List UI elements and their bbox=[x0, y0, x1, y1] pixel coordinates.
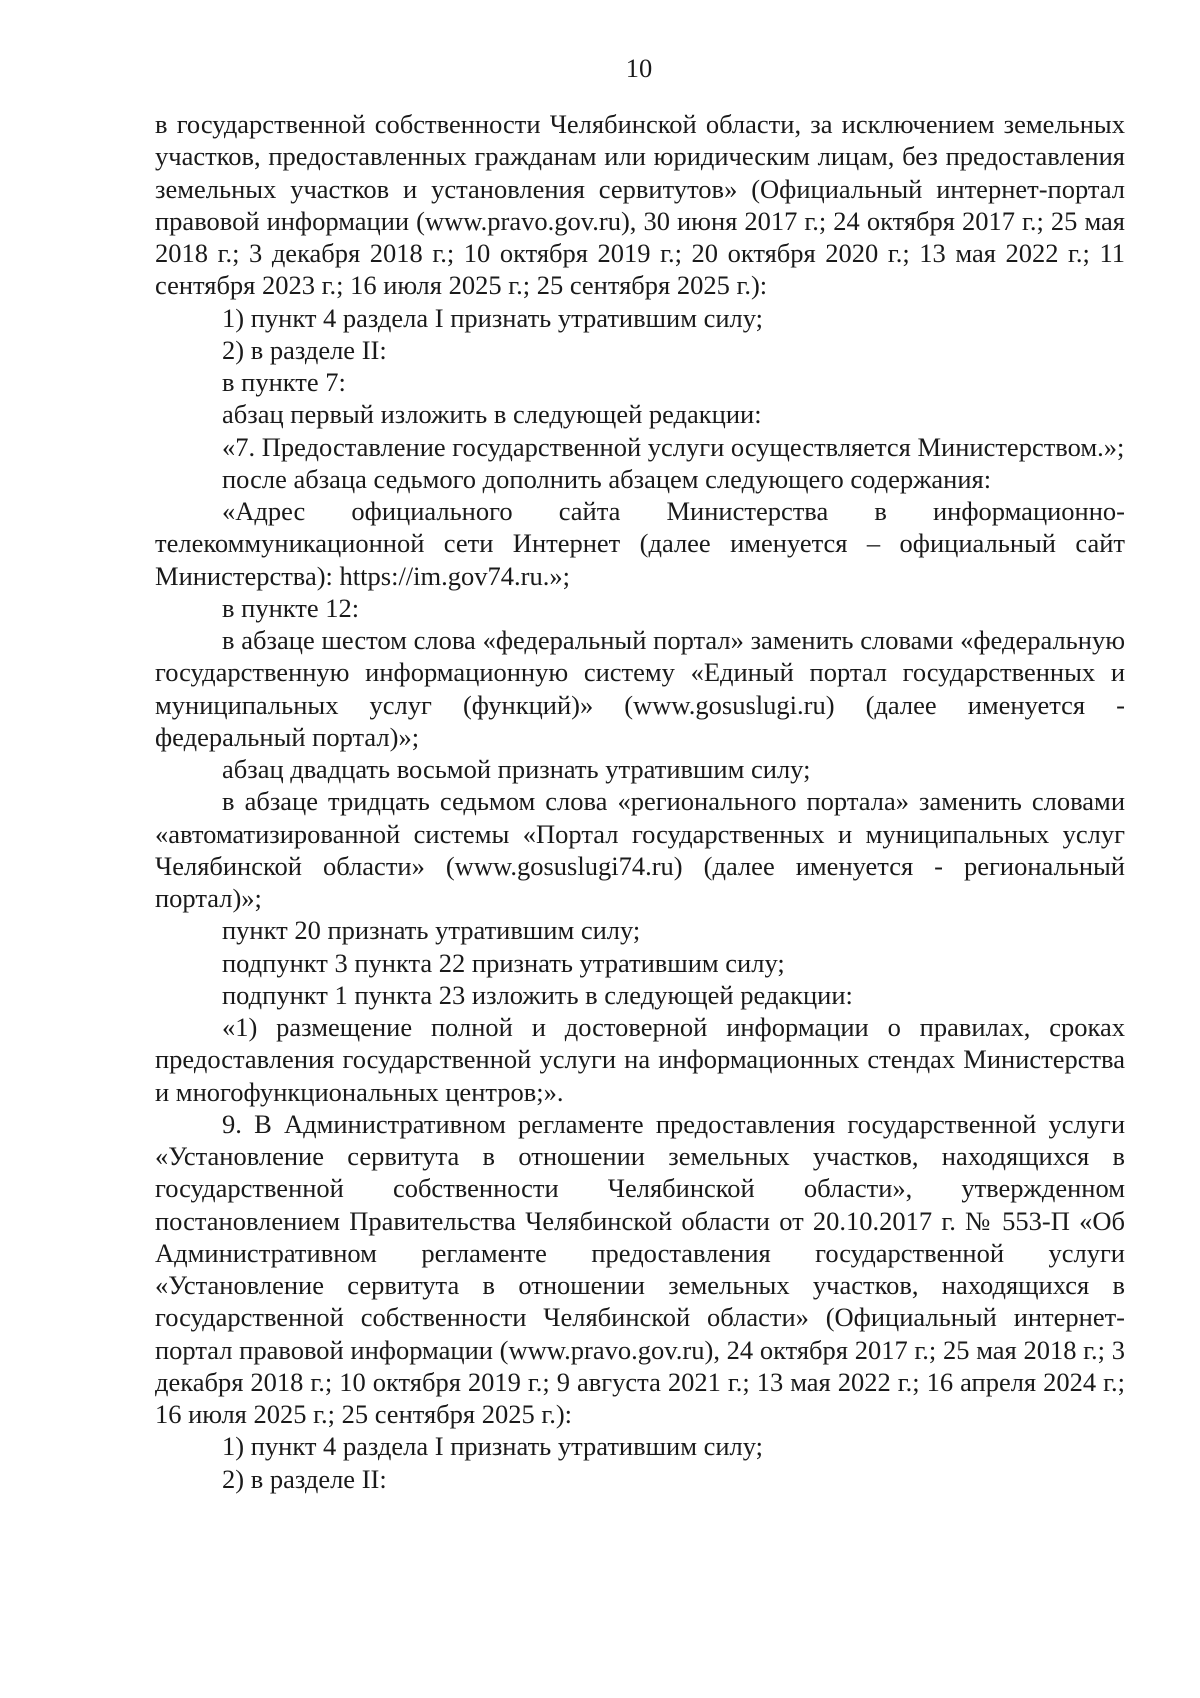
paragraph-item-1: 1) пункт 4 раздела I признать утратившим силу; bbox=[222, 302, 764, 333]
paragraph-quote-7: «7. Предоставление государственной услуги осуществляется Министерством.»; bbox=[222, 431, 1125, 462]
paragraph-after-seventh: после абзаца седьмого дополнить абзацем следующего содержания: bbox=[222, 463, 992, 494]
paragraph-item-2: 2) в разделе II: bbox=[222, 334, 387, 365]
paragraph-abzac-28: абзац двадцать восьмой признать утратившим силу; bbox=[222, 754, 811, 784]
paragraph-regional-portal: в абзаце тридцать седьмом слова «регионального портала» заменить словами «автоматизированной системы «Портал государственных и муниципальных услуг Челябинской области» (www.gosuslugi74.ru) (далее именуется - региональный портал)»; bbox=[155, 786, 1125, 913]
paragraph-point-20: пункт 20 признать утратившим силу; bbox=[222, 915, 641, 946]
paragraph-intro-continuation: в государственной собственности Челябинской области, за исключением земельных участков, предоставленных гражданам или юридическим лицам, без предоставления земельных участков и установления сервитутов» (Официальный интернет-портал правовой информации (www.pravo.gov.ru), 30 июня 2017 г.; 24 октября 2017 г.; 25 мая 2018 г.; 3 декабря 2018 г.; 10 октября 2019 г.; 20 октября 2020 г.; 13 мая 2022 г.; 11 сентября 2023 г.; 16 июля 2025 г.; 25 сентября 2025 г.): bbox=[155, 109, 1125, 301]
paragraph-point-7: в пункте 7: bbox=[222, 367, 346, 397]
paragraph-item-2-second: 2) в разделе II: bbox=[222, 1463, 387, 1494]
paragraph-federal-portal: в абзаце шестом слова «федеральный портал» заменить словами «федеральную государственную информационную систему «Единый портал государственных и муниципальных услуг (функций)» (www.gosuslugi.ru) (далее именуется - федеральный портал)»; bbox=[155, 625, 1125, 752]
paragraph-point-12: в пункте 12: bbox=[222, 592, 360, 623]
paragraph-section-9: 9. В Административном регламенте предоставления государственной услуги «Установление сервитута в отношении земельных участков, находящихся в государственной собственности Челябинской области», утвержденном постановлением Правительства Челябинской области от 20.10.2017 г. № 553-П «Об Административном регламенте предоставления государственной услуги «Установление сервитута в отношении земельных участков, находящихся в государственной собственности Челябинской области» (Официальный интернет-портал правовой информации (www.pravo.gov.ru), 24 октября 2017 г.; 25 мая 2018 г.; 3 декабря 2018 г.; 10 октября 2019 г.; 9 августа 2021 г.; 13 мая 2022 г.; 16 апреля 2024 г.; 16 июля 2025 г.; 25 сентября 2025 г.): bbox=[155, 1108, 1125, 1429]
document-body bbox=[155, 108, 1125, 1495]
paragraph-first-abzac: абзац первый изложить в следующей редакции: bbox=[222, 399, 762, 430]
paragraph-subpoint-22: подпункт 3 пункта 22 признать утратившим силу; bbox=[222, 947, 785, 978]
paragraph-item-1-second: 1) пункт 4 раздела I признать утратившим силу; bbox=[222, 1431, 764, 1462]
page-number: 10 bbox=[625, 53, 653, 83]
paragraph-information-stands: «1) размещение полной и достоверной информации о правилах, сроках предоставления государственной услуги на информационных стендах Министерства и многофункциональных центров;». bbox=[155, 1012, 1125, 1107]
paragraph-subpoint-23: подпункт 1 пункта 23 изложить в следующей редакции: bbox=[222, 979, 853, 1010]
paragraph-site-address: «Адрес официального сайта Министерства в информационно-телекоммуникационной сети Интернет (далее именуется – официальный сайт Министерства): https://im.gov74.ru.»; bbox=[155, 496, 1125, 591]
